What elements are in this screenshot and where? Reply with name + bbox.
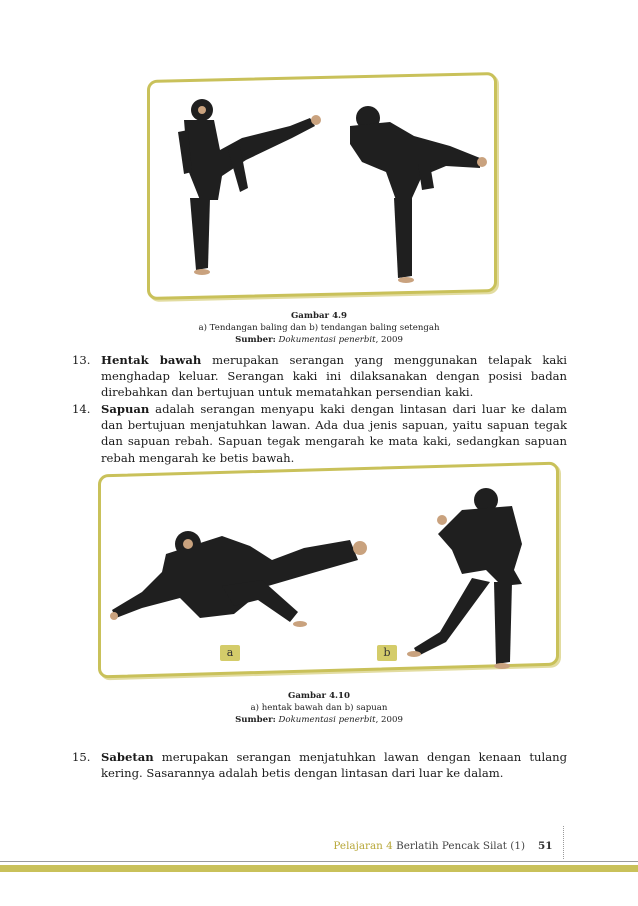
footer-lesson: Pelajaran 4 bbox=[333, 840, 393, 852]
figure-4-10-caption bbox=[0, 690, 638, 726]
list-item-number: 15. bbox=[72, 750, 91, 764]
list-item-text: adalah serangan menyapu kaki dengan lintasan dari luar ke dalam dan bertujuan menjatuhkan lawan. Ada dua jenis sapuan, yaitu sapuan tegak dan sapuan rebah. Sapuan tegak mengarah ke mata kaki, sedangkan sapuan rebah mengarah ke betis bawah. bbox=[101, 402, 567, 465]
list-item-13 bbox=[72, 352, 567, 401]
footer-divider-dots bbox=[563, 826, 565, 859]
figure-4-10-label-b: b bbox=[377, 645, 397, 661]
list-item-term: Hentak bawah bbox=[101, 353, 202, 367]
list-item-body bbox=[101, 352, 567, 401]
list-item-14 bbox=[72, 401, 567, 466]
figure-4-9-caption bbox=[0, 310, 638, 346]
list-item-15 bbox=[72, 749, 567, 781]
footer-color-bar bbox=[0, 865, 638, 872]
footer-rule bbox=[0, 861, 638, 862]
figure-4-9-photo bbox=[150, 80, 490, 288]
list-item-body bbox=[101, 401, 567, 466]
list-item-number: 13. bbox=[72, 353, 91, 367]
figure-4-9-source-text: Dokumentasi penerbit bbox=[278, 335, 376, 345]
figure-4-9-source-year: , 2009 bbox=[375, 335, 403, 345]
figure-4-9-source bbox=[0, 334, 638, 346]
figure-4-10-photo bbox=[102, 474, 552, 670]
figure-4-10-title: Gambar 4.10 bbox=[287, 691, 351, 701]
figure-4-10-label-a: a bbox=[220, 645, 240, 661]
figure-4-10-source-label: Sumber: bbox=[235, 715, 276, 725]
figure-4-10-description: a) hentak bawah dan b) sapuan bbox=[250, 703, 388, 713]
page-number: 51 bbox=[538, 840, 553, 852]
list-item-text: merupakan serangan menjatuhkan lawan dengan kenaan tulang kering. Sasarannya adalah betis dengan lintasan dari luar ke dalam. bbox=[101, 750, 567, 781]
figure-4-9-title: Gambar 4.9 bbox=[290, 311, 348, 321]
list-item-number: 14. bbox=[72, 402, 91, 416]
figure-4-9-description: a) Tendangan baling dan b) tendangan baling setengah bbox=[198, 323, 440, 333]
list-item-term: Sapuan bbox=[101, 402, 150, 416]
list-item-term: Sabetan bbox=[101, 750, 154, 764]
figure-4-10-source-year: , 2009 bbox=[375, 715, 403, 725]
figure-4-9-source-label: Sumber: bbox=[235, 335, 276, 345]
footer-chapter: Berlatih Pencak Silat (1) bbox=[392, 840, 525, 852]
footer-running-title bbox=[320, 840, 525, 852]
figure-4-10-source bbox=[0, 714, 638, 726]
list-item-body bbox=[101, 749, 567, 781]
figure-4-10-source-text: Dokumentasi penerbit bbox=[278, 715, 376, 725]
list-item-text: merupakan serangan yang menggunakan telapak kaki menghadap keluar. Serangan kaki ini dilaksanakan dengan posisi badan direbahkan dan bertujuan untuk mematahkan persendian kaki. bbox=[101, 353, 567, 400]
